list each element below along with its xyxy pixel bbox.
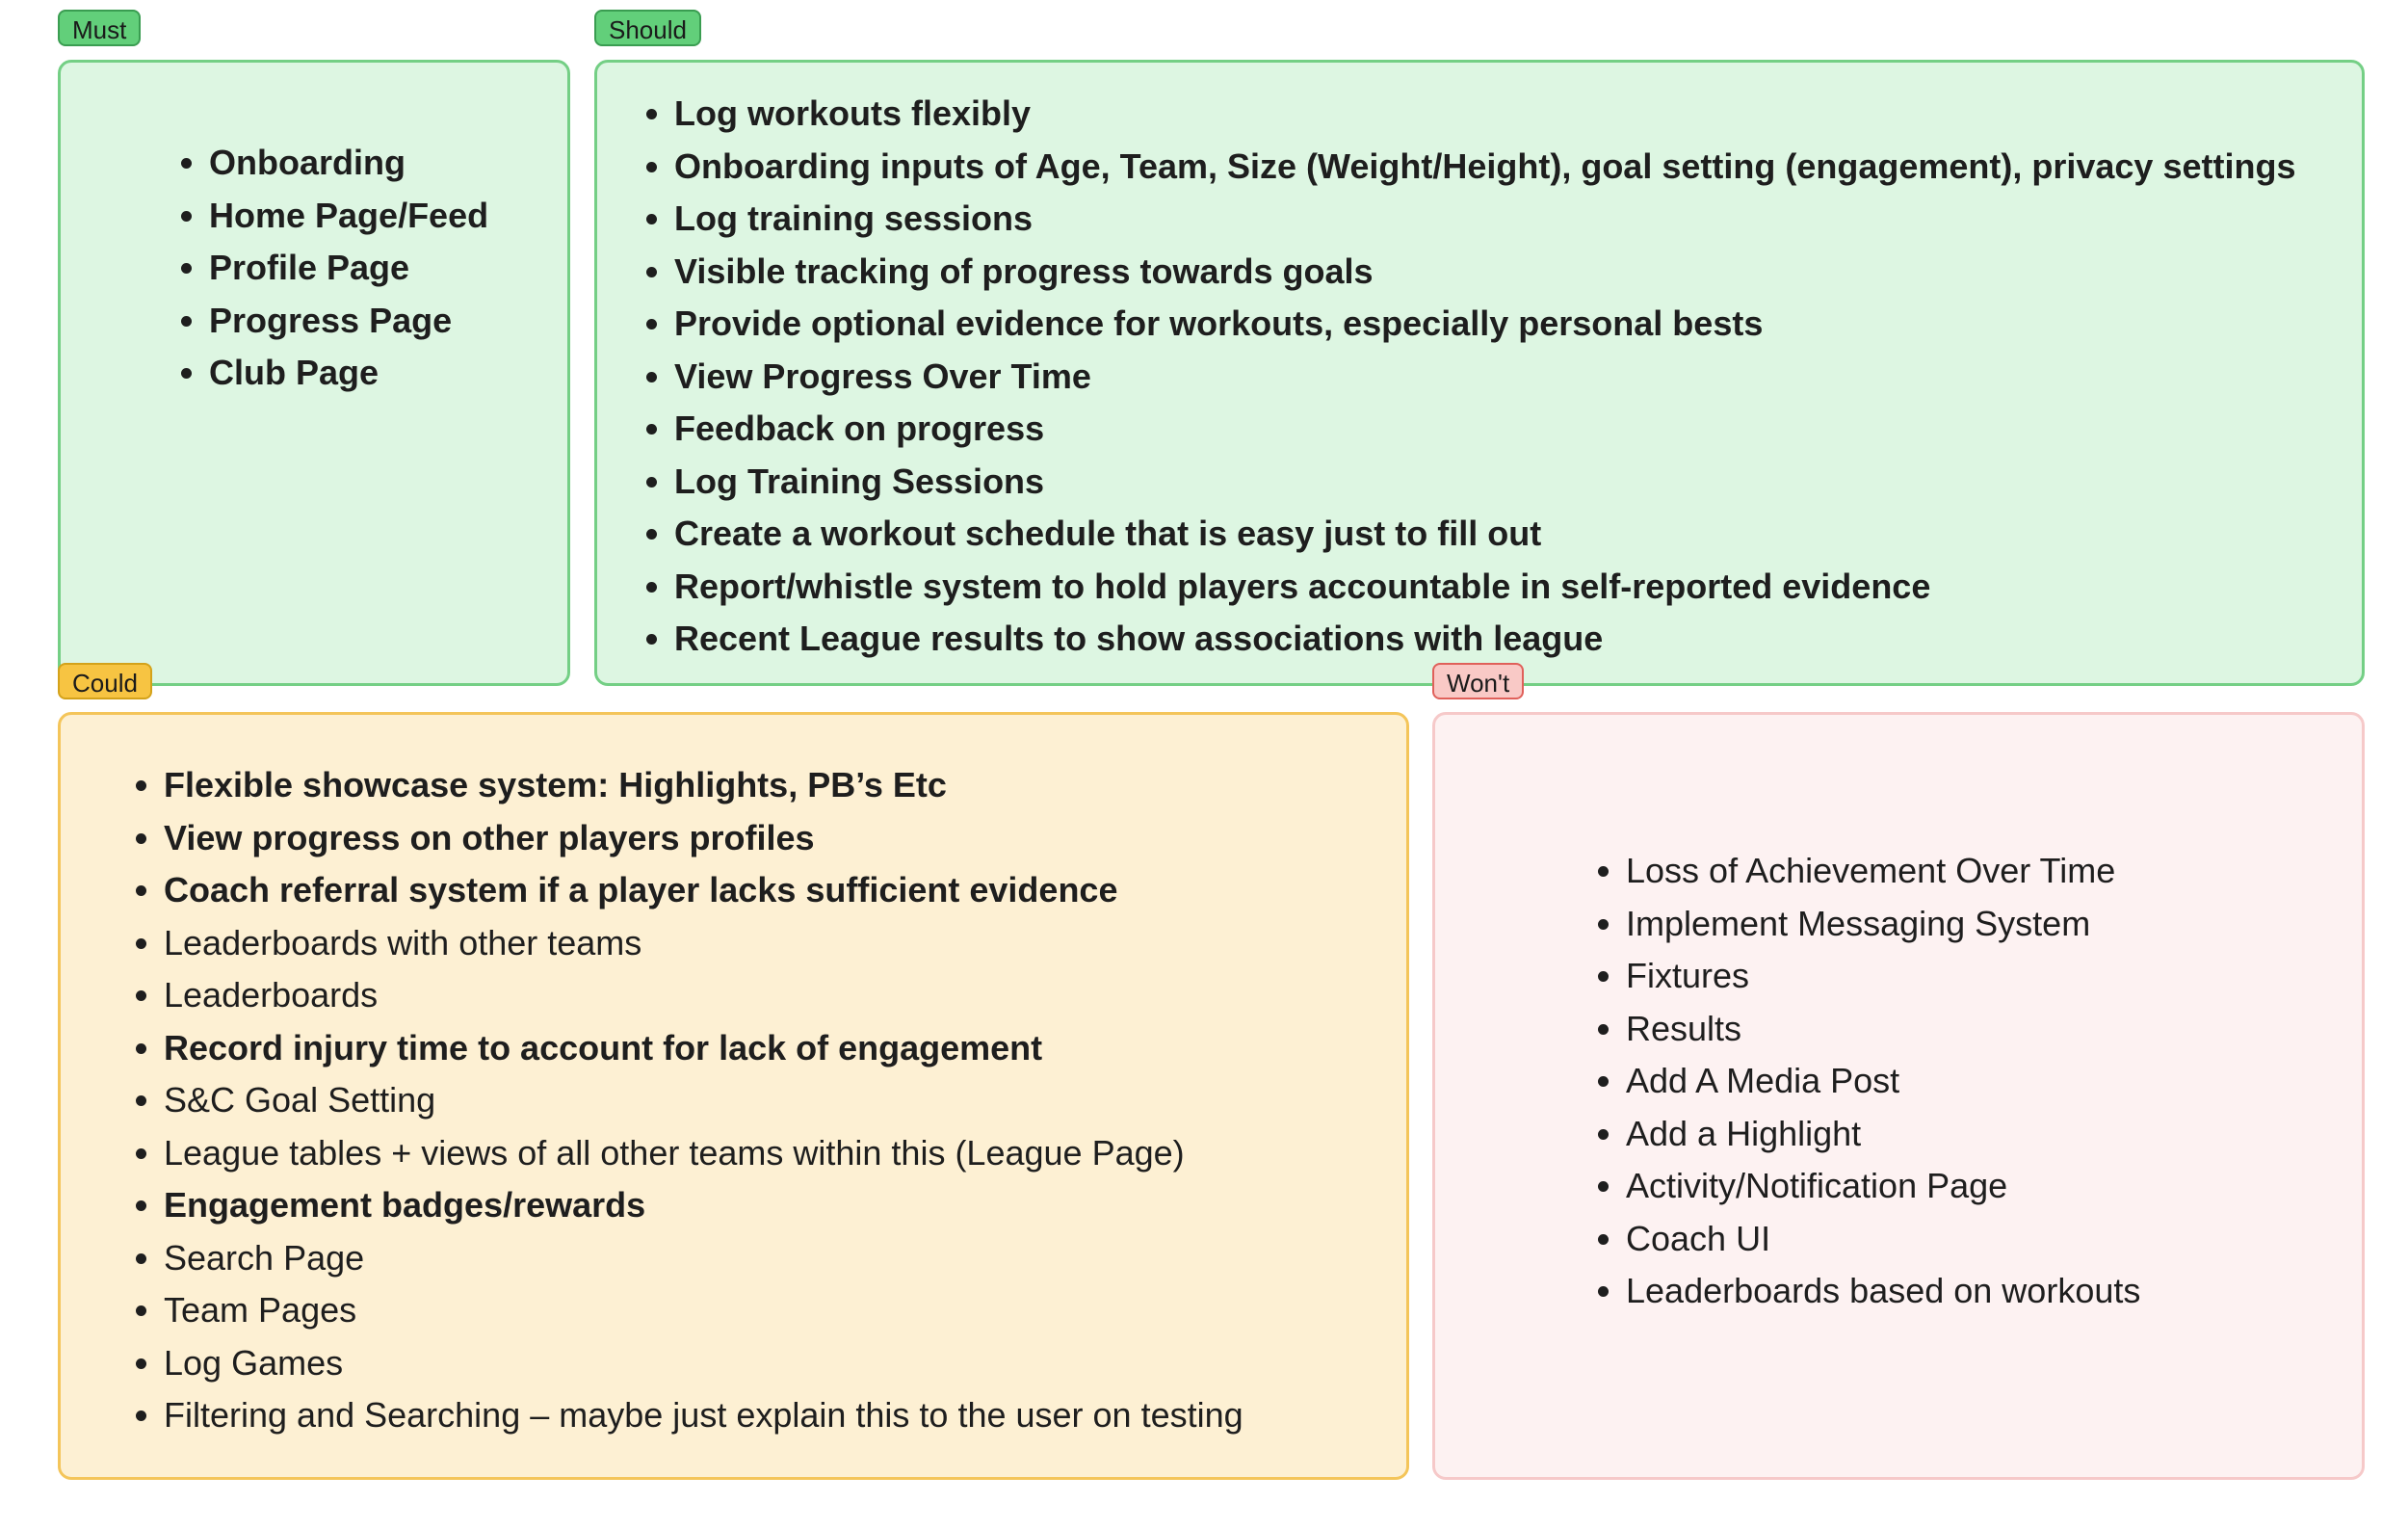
list-item: • Search Page: [164, 1232, 1243, 1285]
list-item: • Club Page: [209, 347, 488, 400]
list-item: • Team Pages: [164, 1284, 1243, 1337]
could-section: [58, 712, 1409, 1480]
list-item: • Visible tracking of progress towards goals: [674, 246, 2295, 299]
list-item: • Results: [1626, 1003, 2140, 1056]
list-item: • View Progress Over Time: [674, 351, 2295, 404]
list-item: • Create a workout schedule that is easy just to fill out: [674, 508, 2295, 561]
list-item: • S&C Goal Setting: [164, 1074, 1243, 1127]
list-item: • Log Games: [164, 1337, 1243, 1390]
list-item: • Profile Page: [209, 242, 488, 295]
list-item: • Loss of Achievement Over Time: [1626, 845, 2140, 898]
list-item: • Log training sessions: [674, 193, 2295, 246]
list-item: • Log Training Sessions: [674, 456, 2295, 509]
list-item: • Report/whistle system to hold players accountable in self-reported evidence: [674, 561, 2295, 614]
list-item: • Recent League results to show associations with league: [674, 613, 2295, 666]
must-list: [170, 137, 488, 400]
list-item: • Home Page/Feed: [209, 190, 488, 243]
should-list: [636, 88, 2295, 666]
must-section: [58, 60, 570, 686]
should-section: [594, 60, 2365, 686]
should-tag: Should: [594, 10, 701, 46]
list-item: • Add a Highlight: [1626, 1108, 2140, 1161]
list-item: • Provide optional evidence for workouts, especially personal bests: [674, 298, 2295, 351]
list-item: • Feedback on progress: [674, 403, 2295, 456]
wont-tag: Won't: [1432, 663, 1524, 699]
list-item: • View progress on other players profiles: [164, 812, 1243, 865]
list-item: • Add A Media Post: [1626, 1055, 2140, 1108]
list-item: • Coach UI: [1626, 1213, 2140, 1266]
list-item: • Flexible showcase system: Highlights, PB’s Etc: [164, 759, 1243, 812]
list-item: • Log workouts flexibly: [674, 88, 2295, 141]
list-item: • Coach referral system if a player lacks sufficient evidence: [164, 864, 1243, 917]
list-item: • Implement Messaging System: [1626, 898, 2140, 951]
could-list: [125, 759, 1243, 1442]
list-item: • Engagement badges/rewards: [164, 1179, 1243, 1232]
list-item: • Filtering and Searching – maybe just explain this to the user on testing: [164, 1389, 1243, 1442]
list-item: • Progress Page: [209, 295, 488, 348]
wont-list: [1587, 845, 2140, 1318]
list-item: • Onboarding inputs of Age, Team, Size (Weight/Height), goal setting (engagement), privacy settings: [674, 141, 2295, 194]
list-item: • Leaderboards with other teams: [164, 917, 1243, 970]
could-tag: Could: [58, 663, 152, 699]
list-item: • Record injury time to account for lack of engagement: [164, 1022, 1243, 1075]
list-item: • Onboarding: [209, 137, 488, 190]
list-item: • Leaderboards based on workouts: [1626, 1265, 2140, 1318]
list-item: • Fixtures: [1626, 950, 2140, 1003]
must-tag: Must: [58, 10, 141, 46]
list-item: • League tables + views of all other teams within this (League Page): [164, 1127, 1243, 1180]
wont-section: [1432, 712, 2365, 1480]
list-item: • Activity/Notification Page: [1626, 1160, 2140, 1213]
list-item: • Leaderboards: [164, 969, 1243, 1022]
